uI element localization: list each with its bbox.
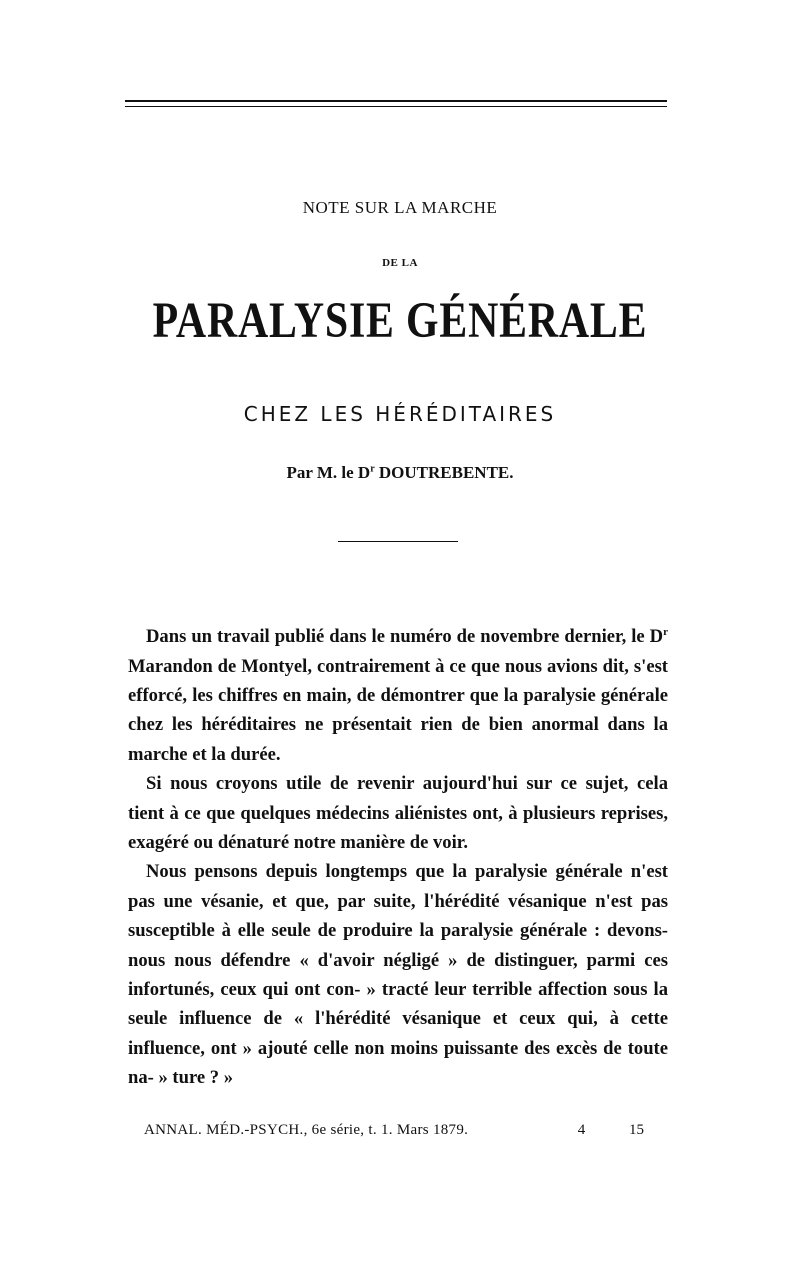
paragraph-3: Nous pensons depuis longtemps que la paralysie générale n'est pas une vésanie, et que, par suite, l'hérédité vésanique n'est pas susceptible à elle seule de produire la paralysie générale : devons-nous nous défendre « d'avoir négligé » de distinguer, parmi ces infortunés, ceux qui ont con- » tracté leur terrible affection sous la seule influence de « l'hérédité vésanique et ceux qui, à cette influence, ont » ajouté celle non moins puissante des excès de toute na- » ture ? » [128,861,668,1089]
footer-citation: ANNAL. MÉD.-PSYCH., 6e série, t. 1. Mars 1879. [144,1122,469,1138]
paragraph-1-a: Dans un travail publié dans le numéro de novembre dernier, le D [146,626,664,648]
author-prefix: Par M. le D [286,463,371,482]
page-subtitle: CHEZ LES HÉRÉDITAIRES [243,402,557,426]
page-footer [144,1122,644,1139]
separator-rule [338,541,458,542]
author-sup: r [370,463,375,475]
page-number: 15 [629,1122,644,1138]
footer-signature: 4 [577,1122,586,1138]
page-title: PARALYSIE GÉNÉRALE [152,293,648,349]
footer-right [538,1122,644,1139]
paragraph-2: Si nous croyons utile de revenir aujourd'hui sur ce sujet, cela tient à ce que quelques médecins aliénistes ont, à plusieurs reprises, exagéré ou dénaturé notre manière de voir. [128,773,668,854]
heading-line-1: NOTE SUR LA MARCHE [302,198,498,217]
paragraph-1-sup: r [663,626,668,638]
author-name: DOUTREBENTE. [374,463,514,482]
article-body [128,618,668,1093]
paragraph-1 [128,618,668,769]
top-double-rule [125,100,667,107]
author-line [0,463,800,483]
heading-line-2: DE LA [382,257,418,269]
paragraph-1-b: Marandon de Montyel, contrairement à ce que nous avions dit, s'est efforcé, les chiffres en main, de démontrer que la paralysie générale chez les héréditaires ne présentait rien de bien anormal dans la marche et la durée. [128,655,668,765]
